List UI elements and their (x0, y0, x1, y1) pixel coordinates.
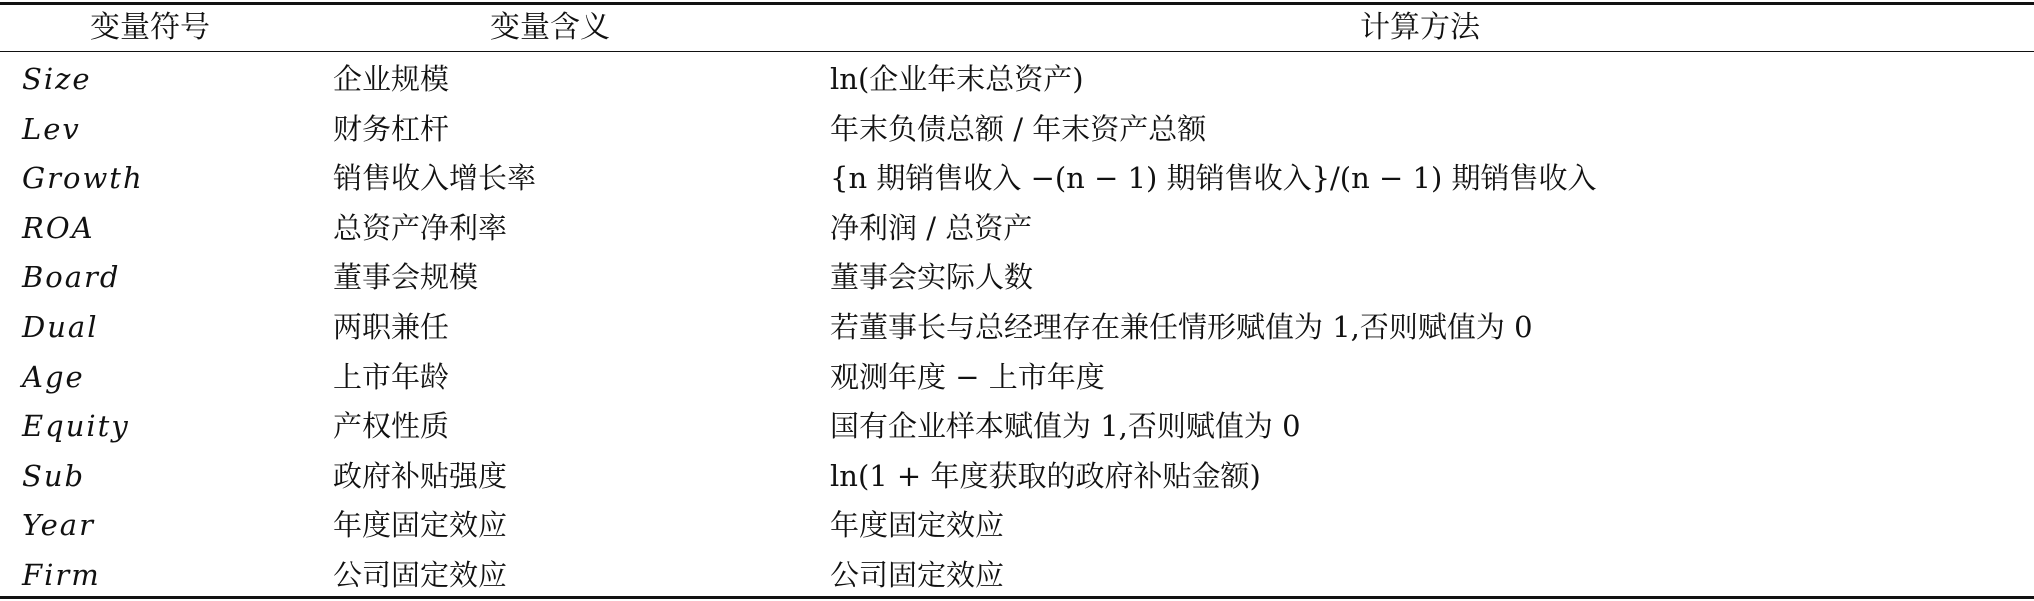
variable-meaning: 总资产净利率 (333, 210, 508, 245)
table-row (0, 55, 2034, 105)
table-body (0, 55, 2034, 601)
header-calculation-method: 计算方法 (1360, 10, 1480, 45)
table-header-rule (0, 51, 2034, 52)
variable-meaning: 销售收入增长率 (333, 161, 537, 196)
variable-meaning: 产权性质 (333, 409, 450, 444)
variable-meaning: 政府补贴强度 (333, 458, 508, 493)
variable-symbol: Firm (22, 557, 101, 592)
variable-symbol: Lev (22, 111, 81, 146)
variable-meaning: 财务杠杆 (333, 111, 450, 146)
table-row (0, 303, 2034, 353)
table-row (0, 501, 2034, 551)
variable-symbol: Board (22, 260, 121, 295)
calculation-method: 董事会实际人数 (830, 260, 1034, 295)
table-header-row (0, 5, 2034, 51)
calculation-method: 公司固定效应 (830, 557, 1005, 592)
variable-symbol: Size (22, 62, 92, 96)
calculation-method: 国有企业样本赋值为 1,否则赋值为 0 (830, 409, 1301, 444)
table-row (0, 551, 2034, 601)
calculation-method: 年末负债总额 / 年末资产总额 (830, 111, 1207, 146)
variable-symbol: Growth (22, 161, 144, 196)
variable-symbol: Age (22, 359, 85, 394)
calculation-method: 若董事长与总经理存在兼任情形赋值为 1,否则赋值为 0 (830, 309, 1533, 344)
variable-meaning: 公司固定效应 (333, 557, 508, 592)
table-row (0, 402, 2034, 452)
table-row (0, 105, 2034, 155)
table-row (0, 353, 2034, 403)
calculation-method: ln(1 + 年度获取的政府补贴金额) (830, 458, 1261, 493)
table-row (0, 253, 2034, 303)
variable-meaning: 两职兼任 (333, 309, 450, 344)
variable-symbol: Year (22, 508, 95, 543)
variable-meaning: 年度固定效应 (333, 508, 508, 543)
table-row (0, 452, 2034, 502)
calculation-method: 观测年度 − 上市年度 (830, 359, 1105, 394)
variable-symbol: ROA (22, 210, 95, 245)
variable-symbol: Equity (22, 409, 130, 444)
calculation-method: ln(企业年末总资产) (830, 62, 1084, 96)
table-row (0, 204, 2034, 254)
calculation-method: {n 期销售收入 −(n − 1) 期销售收入}/(n − 1) 期销售收入 (830, 161, 1597, 196)
calculation-method: 年度固定效应 (830, 508, 1005, 543)
table-bottom-rule (0, 596, 2034, 599)
header-variable-meaning: 变量含义 (490, 10, 610, 45)
calculation-method: 净利润 / 总资产 (830, 210, 1033, 245)
variable-meaning: 董事会规模 (333, 260, 479, 295)
variable-symbol: Dual (22, 309, 99, 344)
table-row (0, 154, 2034, 204)
variable-meaning: 企业规模 (333, 62, 450, 96)
variable-meaning: 上市年龄 (333, 359, 450, 394)
header-variable-symbol: 变量符号 (90, 10, 210, 45)
variable-symbol: Sub (22, 458, 86, 493)
